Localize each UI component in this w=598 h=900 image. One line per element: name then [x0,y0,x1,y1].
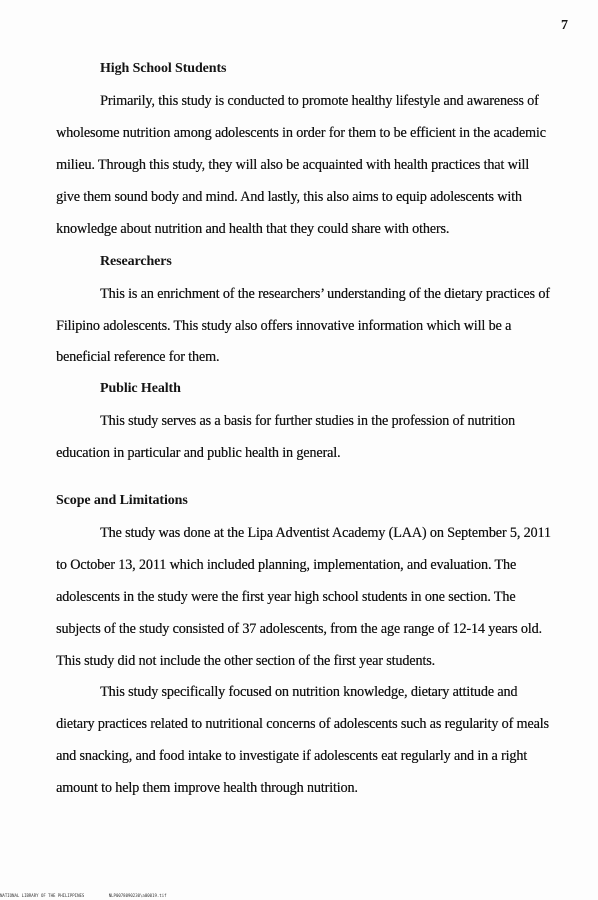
paragraph-line: give them sound body and mind. And lastly, this also aims to equip adolescents with [56,189,522,205]
paragraph-line: This study serves as a basis for further studies in the profession of nutrition [100,413,515,429]
paragraph-line: and snacking, and food intake to investigate if adolescents eat regularly and in a right [56,748,527,764]
paragraph-line: to October 13, 2011 which included planning, implementation, and evaluation. The [56,557,517,573]
paragraph-line: education in particular and public health in general. [56,445,341,461]
paragraph-line: milieu. Through this study, they will also be acquainted with health practices that will [56,157,530,173]
paragraph-line: knowledge about nutrition and health that they could share with others. [56,221,450,237]
paragraph-line: Primarily, this study is conducted to promote healthy lifestyle and awareness of [100,93,539,109]
paragraph-line: The study was done at the Lipa Adventist Academy (LAA) on September 5, 2011 [100,525,551,541]
footer-library-name: NATIONAL LIBRARY OF THE PHILIPPINES [0,893,85,898]
paragraph-line: amount to help them improve health through nutrition. [56,780,358,796]
paragraph-line: dietary practices related to nutritional concerns of adolescents such as regularity of meals [56,716,549,732]
paragraph-line: This study did not include the other section of the first year students. [56,653,435,669]
heading-high-school-students: High School Students [100,61,227,76]
heading-public-health: Public Health [100,381,181,396]
page-number: 7 [561,18,568,33]
paragraph-line: beneficial reference for them. [56,349,220,365]
heading-researchers: Researchers [100,254,172,269]
paragraph-line: wholesome nutrition among adolescents in order for them to be efficient in the academic [56,125,546,141]
paragraph-line: adolescents in the study were the first year high school students in one section. The [56,589,516,605]
footer-file-id: NLP0078090230\a00019.tif [108,893,167,898]
paragraph-line: Filipino adolescents. This study also offers innovative information which will be a [56,318,512,334]
paragraph-line: This study specifically focused on nutrition knowledge, dietary attitude and [100,684,518,700]
paragraph-line: This is an enrichment of the researchers’ understanding of the dietary practices of [100,286,550,302]
paragraph-line: subjects of the study consisted of 37 adolescents, from the age range of 12-14 years old. [56,621,542,637]
heading-scope-and-limitations: Scope and Limitations [56,493,188,508]
scan-footer [0,893,189,898]
